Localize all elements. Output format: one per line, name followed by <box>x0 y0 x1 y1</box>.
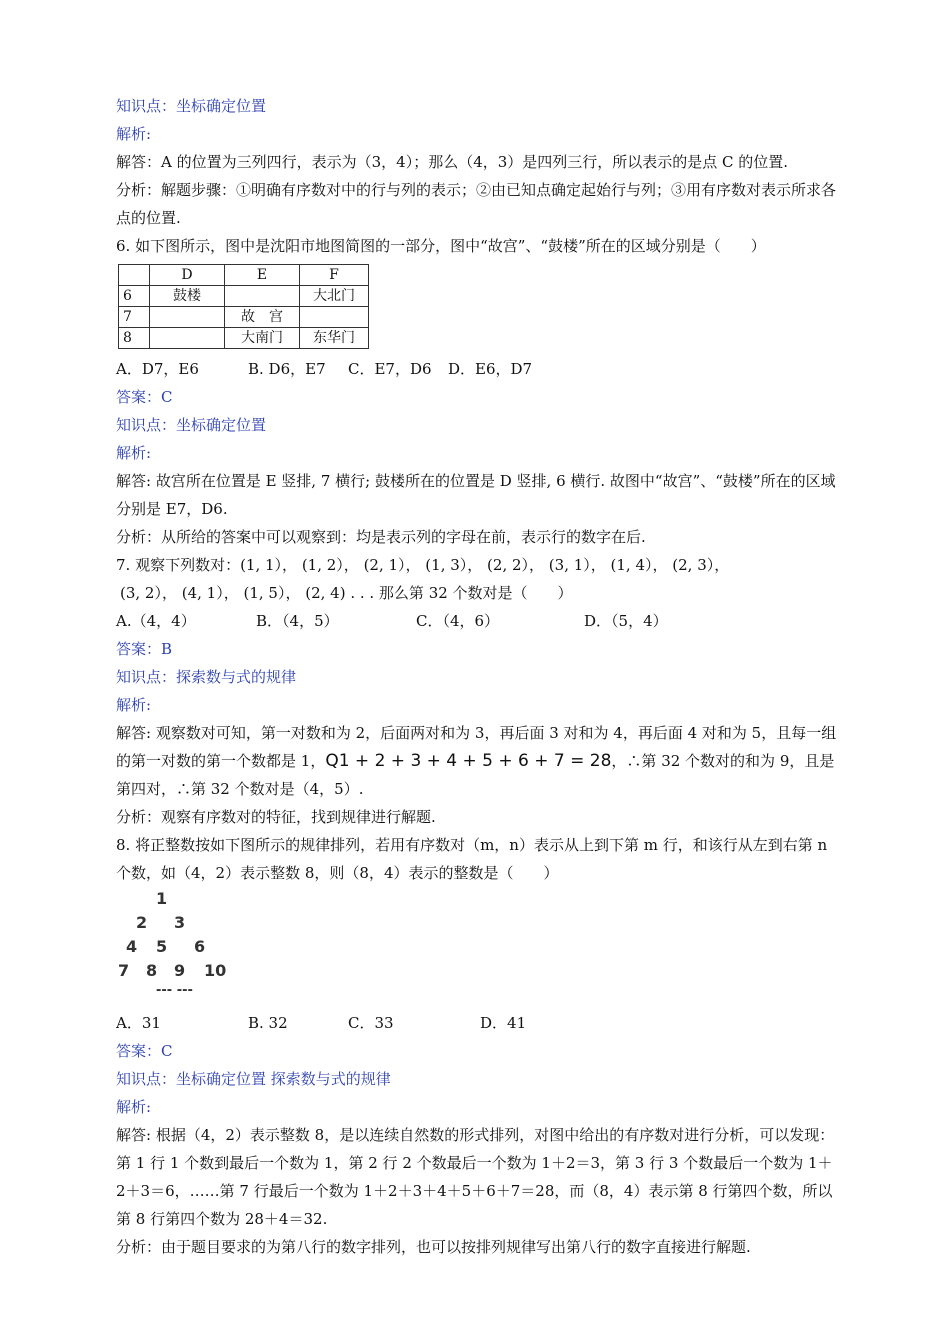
table-cell: 6 <box>119 286 150 307</box>
q6-options <box>116 355 840 383</box>
knowledge-point-label: 知识点：坐标确定位置 探索数与式的规律 <box>116 1070 391 1088</box>
table-cell: 7 <box>119 307 150 328</box>
table-cell: 大北门 <box>300 286 369 307</box>
table-cell <box>119 265 150 286</box>
triangle-number: 7 <box>118 961 130 980</box>
q8-options <box>116 1009 840 1037</box>
option-a: A.（4，4） <box>116 612 196 630</box>
answer-explanation: 解答: 根据（4，2）表示整数 8，是以连续自然数的形式排列，对图中给出的有序数对进行分析，可以发现：第 1 行 1 个数到最后一个数为 1，第 2 行 2 个数最后一个数为 1＋2＝3，第 3 行 3 个数最后一个数为 1＋2＋3＝6，……第 7 行最后一个数为 1＋2＋3＋4＋5＋6＋7＝28，而（8，4）表示第 8 行第四个数，所以第 8 行第四个数为 28＋4＝32. <box>116 1126 835 1228</box>
analysis-label: 解析: <box>116 444 152 462</box>
knowledge-point-label: 知识点：坐标确定位置 <box>116 97 267 115</box>
table-cell: 故 宫 <box>225 307 300 328</box>
triangle-number: 2 <box>136 913 148 932</box>
analysis-text: 分析：观察有序数对的特征，找到规律进行解题. <box>116 808 436 826</box>
table-header-row <box>119 265 369 286</box>
option-a: A．31 <box>116 1014 161 1032</box>
triangle-number: 5 <box>156 937 168 956</box>
table-row <box>119 307 369 328</box>
analysis-text: 分析：从所给的答案中可以观察到：均是表示列的字母在前，表示行的数字在后. <box>116 528 646 546</box>
answer-label: 答案：C <box>116 1042 173 1060</box>
analysis-label: 解析: <box>116 696 152 714</box>
map-grid-table <box>118 264 369 349</box>
triangle-number: 1 <box>156 889 168 908</box>
answer-label: 答案：C <box>116 388 173 406</box>
option-b: B. 32 <box>248 1014 288 1032</box>
sum-formula: Q1 + 2 + 3 + 4 + 5 + 6 + 7 = 28 <box>325 751 612 771</box>
option-b: B．（4，5） <box>256 612 339 630</box>
explanation-part-2: ，∴第 32 个数对的和为 9，且是第四对，∴第 32 个数对是（4，5）. <box>116 752 835 798</box>
document-page <box>116 92 840 1261</box>
explanation-part-1: 解答: 观察数对可知，第一对数和为 2，后面两对和为 3，再后面 3 对和为 4，再后面 4 对和为 5，且每一组的第一对数的第一个数都是 1， <box>116 724 837 770</box>
option-d: D．（5，4） <box>584 612 668 630</box>
option-c: C．E7，D6 <box>348 360 432 378</box>
question-7-line-2: (3, 2）， (4, 1）， (1, 5）， (2, 4) . . . 那么第 32 个数对是（ ） <box>120 584 573 602</box>
q7-options <box>116 607 840 635</box>
table-cell: 东华门 <box>300 328 369 349</box>
table-cell <box>150 328 225 349</box>
answer-label: 答案：B <box>116 640 173 658</box>
analysis-text: 分析：解题步骤：①明确有序数对中的行与列的表示；②由已知点确定起始行与列；③用有序数对表示所求各点的位置. <box>116 181 837 227</box>
option-c: C．（4，6） <box>416 612 500 630</box>
number-triangle-figure <box>116 887 256 1009</box>
knowledge-point-label: 知识点：探索数与式的规律 <box>116 668 297 686</box>
table-row <box>119 328 369 349</box>
option-d: D．41 <box>480 1014 527 1032</box>
option-d: D．E6，D7 <box>448 360 533 378</box>
question-7-line-1: 7. 观察下列数对：(1, 1）， (1, 2）， (2, 1）， (1, 3）， (2, 2）， (3, 1）， (1, 4）， (2, 3）， <box>116 556 730 574</box>
table-cell <box>300 307 369 328</box>
table-cell <box>225 286 300 307</box>
table-cell <box>150 307 225 328</box>
table-cell: 8 <box>119 328 150 349</box>
triangle-number: 3 <box>174 913 186 932</box>
triangle-number: 6 <box>194 937 206 956</box>
table-cell: 大南门 <box>225 328 300 349</box>
option-b: B. D6，E7 <box>248 360 326 378</box>
answer-explanation: 解答: 故宫所在位置是 E 竖排, 7 横行; 鼓楼所在的位置是 D 竖排, 6 横行. 故图中“故宫”、“鼓楼”所在的区域分别是 E7，D6. <box>116 472 836 518</box>
option-a: A．D7，E6 <box>116 360 199 378</box>
triangle-ellipsis: --- --- <box>156 983 193 998</box>
analysis-label: 解析: <box>116 125 152 143</box>
triangle-number: 9 <box>174 961 186 980</box>
question-8: 8. 将正整数按如下图所示的规律排列，若用有序数对（m，n）表示从上到下第 m 行，和该行从左到右第 n 个数，如（4，2）表示整数 8，则（8，4）表示的整数是（ ） <box>116 836 828 882</box>
triangle-number: 8 <box>146 961 158 980</box>
answer-explanation: 解答：A 的位置为三列四行，表示为（3，4）；那么（4，3）是四列三行，所以表示的是点 C 的位置. <box>116 153 789 171</box>
question-6: 6. 如下图所示，图中是沈阳市地图简图的一部分，图中“故宫”、“鼓楼”所在的区域分别是（ ） <box>116 237 766 255</box>
knowledge-point-label: 知识点：坐标确定位置 <box>116 416 267 434</box>
triangle-number: 4 <box>126 937 138 956</box>
triangle-number: 10 <box>204 961 227 980</box>
answer-explanation <box>116 719 840 803</box>
table-row <box>119 286 369 307</box>
analysis-text: 分析：由于题目要求的为第八行的数字排列，也可以按排列规律写出第八行的数字直接进行解题. <box>116 1238 751 1256</box>
table-cell: E <box>225 265 300 286</box>
analysis-label: 解析: <box>116 1098 152 1116</box>
table-cell: 鼓楼 <box>150 286 225 307</box>
table-cell: D <box>150 265 225 286</box>
option-c: C．33 <box>348 1014 394 1032</box>
table-cell: F <box>300 265 369 286</box>
